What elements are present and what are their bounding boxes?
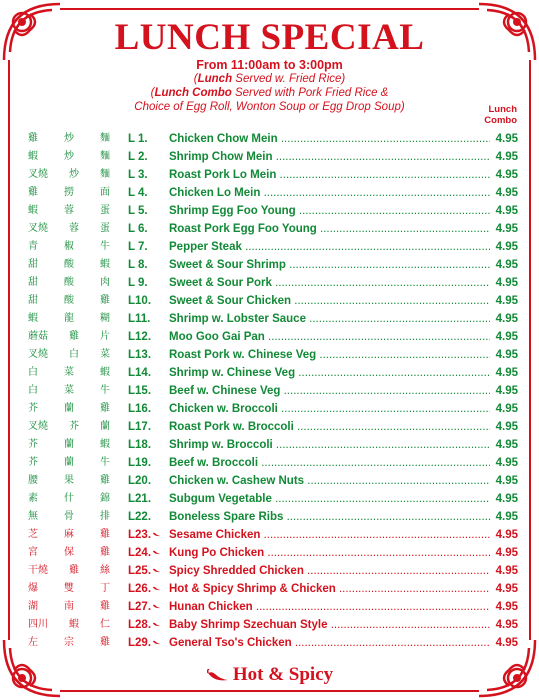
combo-note-choices: Choice of Egg Roll, Wonton Soup or Egg Drop Soup) [134, 101, 405, 113]
chinese-char: 雞 [100, 637, 110, 648]
menu-item [28, 220, 518, 238]
item-code-text: L20. [128, 475, 152, 487]
chinese-char: 酸 [64, 259, 74, 270]
chinese-name [28, 436, 110, 454]
item-code-text: L11. [128, 313, 151, 325]
chinese-char: 面 [100, 187, 110, 198]
item-code-text: L 7. [128, 241, 148, 253]
menu-item [28, 238, 518, 256]
chili-pepper-icon [152, 531, 161, 538]
item-price: 4.95 [495, 313, 518, 325]
item-name: Chicken Lo Mein ..... [169, 184, 490, 202]
chinese-char: 蝦 [28, 151, 38, 162]
item-price: 4.95 [495, 637, 518, 649]
chinese-name [28, 202, 110, 220]
item-code [128, 508, 168, 526]
item-price: 4.95 [495, 583, 518, 595]
item-code [128, 166, 168, 184]
item-code [128, 562, 168, 580]
chinese-char: 果 [64, 475, 74, 486]
chinese-char: 白 [28, 385, 38, 396]
item-code [128, 418, 168, 436]
item-code [128, 238, 168, 256]
menu-item [28, 274, 518, 292]
chinese-char: 肉 [100, 277, 110, 288]
item-name: Spicy Shredded Chicken ..... [169, 562, 490, 580]
menu-item [28, 562, 518, 580]
column-header-line2: Combo [484, 115, 517, 126]
item-price: 4.95 [495, 601, 518, 613]
chinese-char: 叉燒 [28, 169, 48, 180]
chinese-char: 麵 [100, 151, 110, 162]
item-code [128, 202, 168, 220]
chinese-char: 菜 [100, 349, 110, 360]
chinese-char: 蓉 [69, 223, 79, 234]
item-price: 4.95 [495, 259, 518, 271]
item-price: 4.95 [495, 457, 518, 469]
item-name: Moo Goo Gai Pan ..... [169, 328, 490, 346]
chinese-char: 叉燒 [28, 223, 48, 234]
chinese-char: 雞 [100, 475, 110, 486]
lunch-note: (Lunch Served w. Fried Rice) [193, 73, 346, 85]
item-code [128, 130, 168, 148]
menu-item [28, 382, 518, 400]
chinese-char: 蝦 [28, 313, 38, 324]
item-price: 4.95 [495, 547, 518, 559]
chinese-char: 雞 [100, 529, 110, 540]
chinese-char: 蘭 [64, 403, 74, 414]
item-name: Shrimp w. Broccoli ..... [169, 436, 490, 454]
menu-item [28, 634, 518, 652]
chinese-char: 白 [69, 349, 79, 360]
item-code-text: L23. [128, 529, 152, 541]
item-code-text: L22. [128, 511, 152, 523]
chinese-char: 蘭 [100, 421, 110, 432]
chinese-char: 什 [64, 493, 74, 504]
chinese-char: 保 [64, 547, 74, 558]
menu-item [28, 184, 518, 202]
item-code [128, 274, 168, 292]
combo-note-bold: Lunch Combo [154, 87, 232, 99]
chinese-char: 四川 [28, 619, 48, 630]
item-name: Sweet & Sour Pork ..... [169, 274, 490, 292]
chinese-char: 芝 [28, 529, 38, 540]
chinese-name [28, 256, 110, 274]
item-price: 4.95 [495, 403, 518, 415]
chinese-char: 蝦 [28, 205, 38, 216]
chili-pepper-icon [152, 549, 161, 556]
item-code [128, 472, 168, 490]
chinese-char: 雞 [100, 547, 110, 558]
item-code-text: L19. [128, 457, 152, 469]
chili-pepper-icon [152, 639, 161, 646]
item-code [128, 544, 168, 562]
menu-item [28, 364, 518, 382]
item-code-text: L25. [128, 565, 152, 577]
item-price: 4.95 [495, 367, 518, 379]
item-name: Sesame Chicken ..... [169, 526, 490, 544]
chinese-char: 絲 [100, 565, 110, 576]
chinese-name [28, 400, 110, 418]
item-code [128, 310, 168, 328]
item-code-text: L26. [128, 583, 152, 595]
menu-item [28, 310, 518, 328]
item-name: Roast Pork w. Chinese Veg ..... [169, 346, 490, 364]
chinese-char: 蘭 [64, 457, 74, 468]
item-code-text: L21. [128, 493, 152, 505]
item-price: 4.95 [495, 511, 518, 523]
chinese-name [28, 544, 110, 562]
item-name: Hot & Spicy Shrimp & Chicken ..... [169, 580, 490, 598]
menu-item [28, 346, 518, 364]
item-price: 4.95 [495, 529, 518, 541]
item-code-text: L 2. [128, 151, 148, 163]
lunch-note-rest: Served w. Fried Rice) [232, 73, 346, 85]
chinese-name [28, 166, 110, 184]
chili-pepper-icon [152, 621, 161, 628]
chinese-char: 蛋 [100, 223, 110, 234]
chinese-name [28, 526, 110, 544]
bottom-border-line [60, 690, 479, 692]
item-price: 4.95 [495, 421, 518, 433]
item-code-text: L 4. [128, 187, 148, 199]
menu-list [28, 130, 518, 652]
chinese-name [28, 580, 110, 598]
chinese-name [28, 148, 110, 166]
menu-item [28, 454, 518, 472]
item-code [128, 328, 168, 346]
chinese-char: 甜 [28, 295, 38, 306]
item-name: Sweet & Sour Chicken ..... [169, 292, 490, 310]
chinese-char: 酸 [64, 295, 74, 306]
item-name: Roast Pork Lo Mein ..... [169, 166, 490, 184]
item-code [128, 454, 168, 472]
chinese-char: 麻 [64, 529, 74, 540]
chinese-char: 甜 [28, 277, 38, 288]
chinese-char: 爆 [28, 583, 38, 594]
chinese-char: 南 [64, 601, 74, 612]
chinese-name [28, 634, 110, 652]
item-code [128, 616, 168, 634]
chinese-char: 麵 [100, 169, 110, 180]
menu-item [28, 418, 518, 436]
chinese-char: 丁 [100, 583, 110, 594]
chinese-char: 炒 [64, 133, 74, 144]
menu-item [28, 472, 518, 490]
item-price: 4.95 [495, 151, 518, 163]
chinese-char: 芥 [28, 439, 38, 450]
chinese-char: 排 [100, 511, 110, 522]
chinese-char: 蓉 [64, 205, 74, 216]
item-name: Beef w. Chinese Veg ..... [169, 382, 490, 400]
chinese-name [28, 490, 110, 508]
lunch-note-bold: Lunch [197, 73, 233, 85]
item-price: 4.95 [495, 205, 518, 217]
item-name: Chicken w. Cashew Nuts ..... [169, 472, 490, 490]
item-price: 4.95 [495, 187, 518, 199]
menu-item [28, 436, 518, 454]
chinese-char: 麵 [100, 133, 110, 144]
menu-item [28, 508, 518, 526]
chinese-name [28, 598, 110, 616]
chinese-name [28, 184, 110, 202]
item-code-text: L29. [128, 637, 152, 649]
item-name: General Tso's Chicken ..... [169, 634, 490, 652]
item-code [128, 382, 168, 400]
item-code-text: L 3. [128, 169, 148, 181]
menu-item [28, 148, 518, 166]
chinese-name [28, 562, 110, 580]
combo-note: (Lunch Combo Served with Pork Fried Rice & [150, 87, 389, 99]
chinese-name [28, 454, 110, 472]
item-name: Kung Po Chicken ..... [169, 544, 490, 562]
chinese-char: 雞 [28, 187, 38, 198]
item-name: Roast Pork Egg Foo Young ..... [169, 220, 490, 238]
item-code-text: L13. [128, 349, 152, 361]
chinese-char: 酸 [64, 277, 74, 288]
item-code [128, 184, 168, 202]
chinese-char: 骨 [64, 511, 74, 522]
chinese-char: 雞 [100, 295, 110, 306]
item-name: Subgum Vegetable ..... [169, 490, 490, 508]
item-code-text: L16. [128, 403, 152, 415]
item-code-text: L 6. [128, 223, 148, 235]
chinese-char: 蘑菇 [28, 331, 48, 342]
chinese-char: 蝦 [100, 367, 110, 378]
item-price: 4.95 [495, 349, 518, 361]
page-title: LUNCH SPECIAL [114, 17, 425, 58]
item-code-text: L27. [128, 601, 152, 613]
item-code [128, 256, 168, 274]
item-price: 4.95 [495, 223, 518, 235]
menu-item [28, 526, 518, 544]
chili-pepper-icon [152, 603, 161, 610]
menu-item [28, 490, 518, 508]
menu-item [28, 328, 518, 346]
lunch-combo-column-header [467, 104, 517, 126]
chinese-name [28, 364, 110, 382]
chinese-char: 芥 [28, 403, 38, 414]
chinese-char: 蛋 [100, 205, 110, 216]
item-name: Sweet & Sour Shrimp ..... [169, 256, 490, 274]
chinese-char: 炒 [69, 169, 79, 180]
chinese-char: 菜 [64, 367, 74, 378]
item-code-text: L 1. [128, 133, 148, 145]
chinese-char: 菜 [64, 385, 74, 396]
item-price: 4.95 [495, 493, 518, 505]
item-code [128, 220, 168, 238]
chinese-char: 雞 [28, 133, 38, 144]
chinese-char: 仁 [100, 619, 110, 630]
item-name: Shrimp w. Chinese Veg ..... [169, 364, 490, 382]
chinese-name [28, 472, 110, 490]
chinese-name [28, 220, 110, 238]
chinese-char: 無 [28, 511, 38, 522]
chinese-char: 雞 [69, 565, 79, 576]
chinese-name [28, 508, 110, 526]
item-name: Boneless Spare Ribs ..... [169, 508, 490, 526]
chinese-char: 干燒 [28, 565, 48, 576]
menu-item [28, 616, 518, 634]
item-code-text: L24. [128, 547, 152, 559]
chinese-char: 宗 [64, 637, 74, 648]
item-name: Chicken Chow Mein ..... [169, 130, 490, 148]
menu-item [28, 400, 518, 418]
chinese-char: 錦 [100, 493, 110, 504]
menu-item [28, 544, 518, 562]
menu-item [28, 580, 518, 598]
item-code [128, 292, 168, 310]
menu-item [28, 166, 518, 184]
menu-item [28, 202, 518, 220]
menu-item [28, 130, 518, 148]
item-code-text: L 8. [128, 259, 148, 271]
item-price: 4.95 [495, 295, 518, 307]
combo-note-rest: Served with Pork Fried Rice & [231, 87, 389, 99]
chinese-char: 蝦 [100, 439, 110, 450]
item-price: 4.95 [495, 241, 518, 253]
item-code [128, 526, 168, 544]
chinese-char: 雙 [64, 583, 74, 594]
item-code [128, 598, 168, 616]
chinese-char: 雞 [100, 601, 110, 612]
item-code [128, 436, 168, 454]
chinese-name [28, 310, 110, 328]
chinese-name [28, 328, 110, 346]
chinese-name [28, 418, 110, 436]
chinese-char: 白 [28, 367, 38, 378]
column-header-line1: Lunch [488, 104, 517, 115]
chinese-char: 腰 [28, 475, 38, 486]
top-border-line [60, 8, 479, 10]
chinese-name [28, 346, 110, 364]
chinese-char: 牛 [100, 385, 110, 396]
chili-pepper-icon [152, 585, 161, 592]
item-code [128, 364, 168, 382]
hours-text: From 11:00am to 3:00pm [196, 58, 343, 72]
item-code [128, 346, 168, 364]
item-name: Shrimp w. Lobster Sauce ..... [169, 310, 490, 328]
chinese-char: 甜 [28, 259, 38, 270]
left-border-line [8, 60, 10, 640]
chinese-char: 蘭 [64, 439, 74, 450]
item-price: 4.95 [495, 475, 518, 487]
item-code [128, 580, 168, 598]
item-code [128, 634, 168, 652]
chinese-char: 龍 [64, 313, 74, 324]
item-code [128, 490, 168, 508]
chinese-char: 雞 [69, 331, 79, 342]
chinese-char: 撈 [64, 187, 74, 198]
chinese-char: 牛 [100, 241, 110, 252]
chinese-char: 雞 [100, 403, 110, 414]
chinese-char: 叉燒 [28, 349, 48, 360]
right-border-line [529, 60, 531, 640]
chinese-name [28, 130, 110, 148]
chili-pepper-icon [152, 567, 161, 574]
chinese-char: 炒 [64, 151, 74, 162]
menu-item [28, 598, 518, 616]
chinese-char: 椒 [64, 241, 74, 252]
item-price: 4.95 [495, 385, 518, 397]
item-name: Beef w. Broccoli ..... [169, 454, 490, 472]
item-code-text: L 5. [128, 205, 148, 217]
item-price: 4.95 [495, 133, 518, 145]
item-name: Roast Pork w. Broccoli ..... [169, 418, 490, 436]
chinese-char: 青 [28, 241, 38, 252]
chinese-char: 素 [28, 493, 38, 504]
chinese-char: 叉燒 [28, 421, 48, 432]
chinese-char: 蝦 [100, 259, 110, 270]
item-code [128, 148, 168, 166]
item-code-text: L15. [128, 385, 152, 397]
item-price: 4.95 [495, 619, 518, 631]
hot-spicy-legend [0, 664, 539, 686]
item-name: Pepper Steak ..... [169, 238, 490, 256]
item-price: 4.95 [495, 169, 518, 181]
chinese-name [28, 382, 110, 400]
menu-item [28, 256, 518, 274]
chinese-char: 宮 [28, 547, 38, 558]
item-name: Shrimp Egg Foo Young ..... [169, 202, 490, 220]
item-code-text: L17. [128, 421, 152, 433]
item-code-text: L28. [128, 619, 152, 631]
item-price: 4.95 [495, 565, 518, 577]
item-name: Shrimp Chow Mein ..... [169, 148, 490, 166]
chili-pepper-icon [206, 669, 230, 683]
chinese-char: 湖 [28, 601, 38, 612]
item-price: 4.95 [495, 331, 518, 343]
chinese-char: 片 [100, 331, 110, 342]
item-name: Hunan Chicken ..... [169, 598, 490, 616]
chinese-char: 芥 [28, 457, 38, 468]
item-price: 4.95 [495, 277, 518, 289]
item-code-text: L 9. [128, 277, 148, 289]
chinese-char: 蝦 [69, 619, 79, 630]
menu-item [28, 292, 518, 310]
item-name: Baby Shrimp Szechuan Style ..... [169, 616, 490, 634]
chinese-name [28, 274, 110, 292]
item-code [128, 400, 168, 418]
item-price: 4.95 [495, 439, 518, 451]
item-code-text: L10. [128, 295, 152, 307]
chinese-name [28, 292, 110, 310]
item-code-text: L12. [128, 331, 152, 343]
legend-label: Hot & Spicy [232, 664, 334, 685]
item-code-text: L18. [128, 439, 152, 451]
chinese-char: 糊 [100, 313, 110, 324]
item-code-text: L14. [128, 367, 152, 379]
chinese-name [28, 616, 110, 634]
chinese-char: 左 [28, 637, 38, 648]
chinese-name [28, 238, 110, 256]
chinese-char: 牛 [100, 457, 110, 468]
item-name: Chicken w. Broccoli ..... [169, 400, 490, 418]
chinese-char: 芥 [69, 421, 79, 432]
